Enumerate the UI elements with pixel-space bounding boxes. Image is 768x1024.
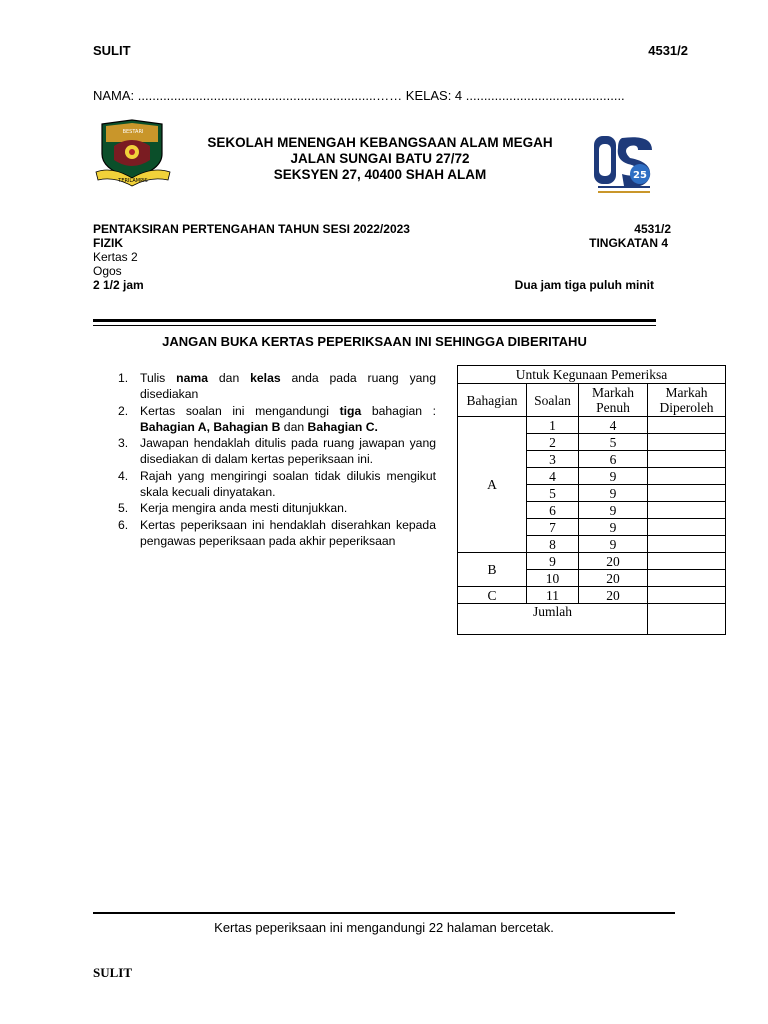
total-row (458, 604, 726, 635)
instruction-item: 6. Kertas peperiksaan ini hendaklah diserahkan kepada pengawas peperiksaan pada akhir peperiksaan (118, 517, 436, 548)
question-number: 11 (527, 587, 579, 604)
exam-code: 4531/2 (634, 222, 671, 236)
school-crest-logo (92, 116, 174, 192)
marks-obtained-cell[interactable] (648, 587, 726, 604)
divider-thick (93, 319, 656, 322)
question-number: 4 (527, 468, 579, 485)
column-header: Markah Penuh (579, 384, 648, 417)
instruction-item: 4. Rajah yang mengiringi soalan tidak dilukis mengikut skala kecuali dinyatakan. (118, 468, 436, 500)
anniversary-logo (588, 128, 660, 200)
exam-title: PENTAKSIRAN PERTENGAHAN TAHUN SESI 2022/2023 (93, 222, 410, 236)
question-number: 3 (527, 451, 579, 468)
full-marks: 9 (579, 468, 648, 485)
column-header: Bahagian (458, 384, 527, 417)
name-class-line: NAMA: ..................................................................…… KELAS: 4 ............................................ (93, 88, 625, 103)
question-number: 5 (527, 485, 579, 502)
instruction-item: 5. Kerja mengira anda mesti ditunjukkan. (118, 501, 348, 516)
full-marks: 4 (579, 417, 648, 434)
column-header: Soalan (527, 384, 579, 417)
full-marks: 5 (579, 434, 648, 451)
full-marks: 6 (579, 451, 648, 468)
marks-obtained-cell[interactable] (648, 451, 726, 468)
examiner-marks-table (457, 365, 726, 635)
question-number: 2 (527, 434, 579, 451)
question-number: 6 (527, 502, 579, 519)
full-marks: 9 (579, 536, 648, 553)
marks-obtained-cell[interactable] (648, 502, 726, 519)
marks-obtained-cell[interactable] (648, 485, 726, 502)
school-info (190, 135, 570, 183)
svg-text:25: 25 (633, 170, 647, 181)
full-marks: 20 (579, 570, 648, 587)
warning-notice: JANGAN BUKA KERTAS PEPERIKSAAN INI SEHINGGA DIBERITAHU (162, 334, 587, 349)
exam-details (93, 222, 676, 292)
footer-classification-label: SULIT (93, 965, 133, 980)
duration-short: 2 1/2 jam (93, 278, 144, 292)
form-level: TINGKATAN 4 (589, 236, 668, 250)
marks-obtained-cell[interactable] (648, 519, 726, 536)
svg-text:BESTARI: BESTARI (122, 129, 144, 135)
column-header: Markah Diperoleh (648, 384, 726, 417)
paper-number: Kertas 2 (93, 250, 138, 264)
marks-obtained-cell[interactable] (648, 553, 726, 570)
exam-month: Ogos (93, 264, 122, 278)
instruction-item: 1. Tulis nama dan kelas anda pada ruang yang disediakan (118, 371, 436, 402)
duration-long: Dua jam tiga puluh minit (514, 278, 654, 292)
full-marks: 20 (579, 553, 648, 570)
instruction-item: 3. Jawapan hendaklah ditulis pada ruang jawapan yang disediakan di dalam kertas peperiksaan ini. (118, 436, 436, 467)
page-count-note: Kertas peperiksaan ini mengandungi 22 halaman bercetak. (214, 920, 554, 935)
svg-text:TERILAMPIS: TERILAMPIS (118, 178, 148, 184)
section-label: A (458, 417, 527, 553)
marks-obtained-cell[interactable] (648, 434, 726, 451)
school-address-line: SEKSYEN 27, 40400 SHAH ALAM (273, 167, 487, 182)
total-obtained-cell[interactable] (648, 604, 726, 635)
instruction-item: 2. Kertas soalan ini mengandungi tiga bahagian : Bahagian A, Bahagian B dan Bahagian C. (118, 403, 436, 434)
table-row (458, 553, 726, 570)
question-number: 10 (527, 570, 579, 587)
question-number: 8 (527, 536, 579, 553)
paper-code-header: 4531/2 (648, 43, 688, 58)
question-number: 7 (527, 519, 579, 536)
table-row (458, 587, 726, 604)
question-number: 9 (527, 553, 579, 570)
school-address-line: JALAN SUNGAI BATU 27/72 (290, 151, 470, 166)
subject: FIZIK (93, 236, 123, 250)
footer-divider (93, 912, 675, 914)
question-number: 1 (527, 417, 579, 434)
section-label: C (458, 587, 527, 604)
full-marks: 9 (579, 519, 648, 536)
instructions (118, 370, 436, 549)
full-marks: 20 (579, 587, 648, 604)
full-marks: 9 (579, 502, 648, 519)
marks-obtained-cell[interactable] (648, 468, 726, 485)
divider-thin (93, 325, 656, 326)
marks-obtained-cell[interactable] (648, 417, 726, 434)
marks-obtained-cell[interactable] (648, 536, 726, 553)
full-marks: 9 (579, 485, 648, 502)
marks-obtained-cell[interactable] (648, 570, 726, 587)
total-label: Jumlah (458, 604, 648, 635)
table-title: Untuk Kegunaan Pemeriksa (458, 366, 726, 384)
school-name: SEKOLAH MENENGAH KEBANGSAAN ALAM MEGAH (207, 135, 553, 150)
classification-label: SULIT (93, 43, 131, 58)
table-row (458, 417, 726, 434)
section-label: B (458, 553, 527, 587)
